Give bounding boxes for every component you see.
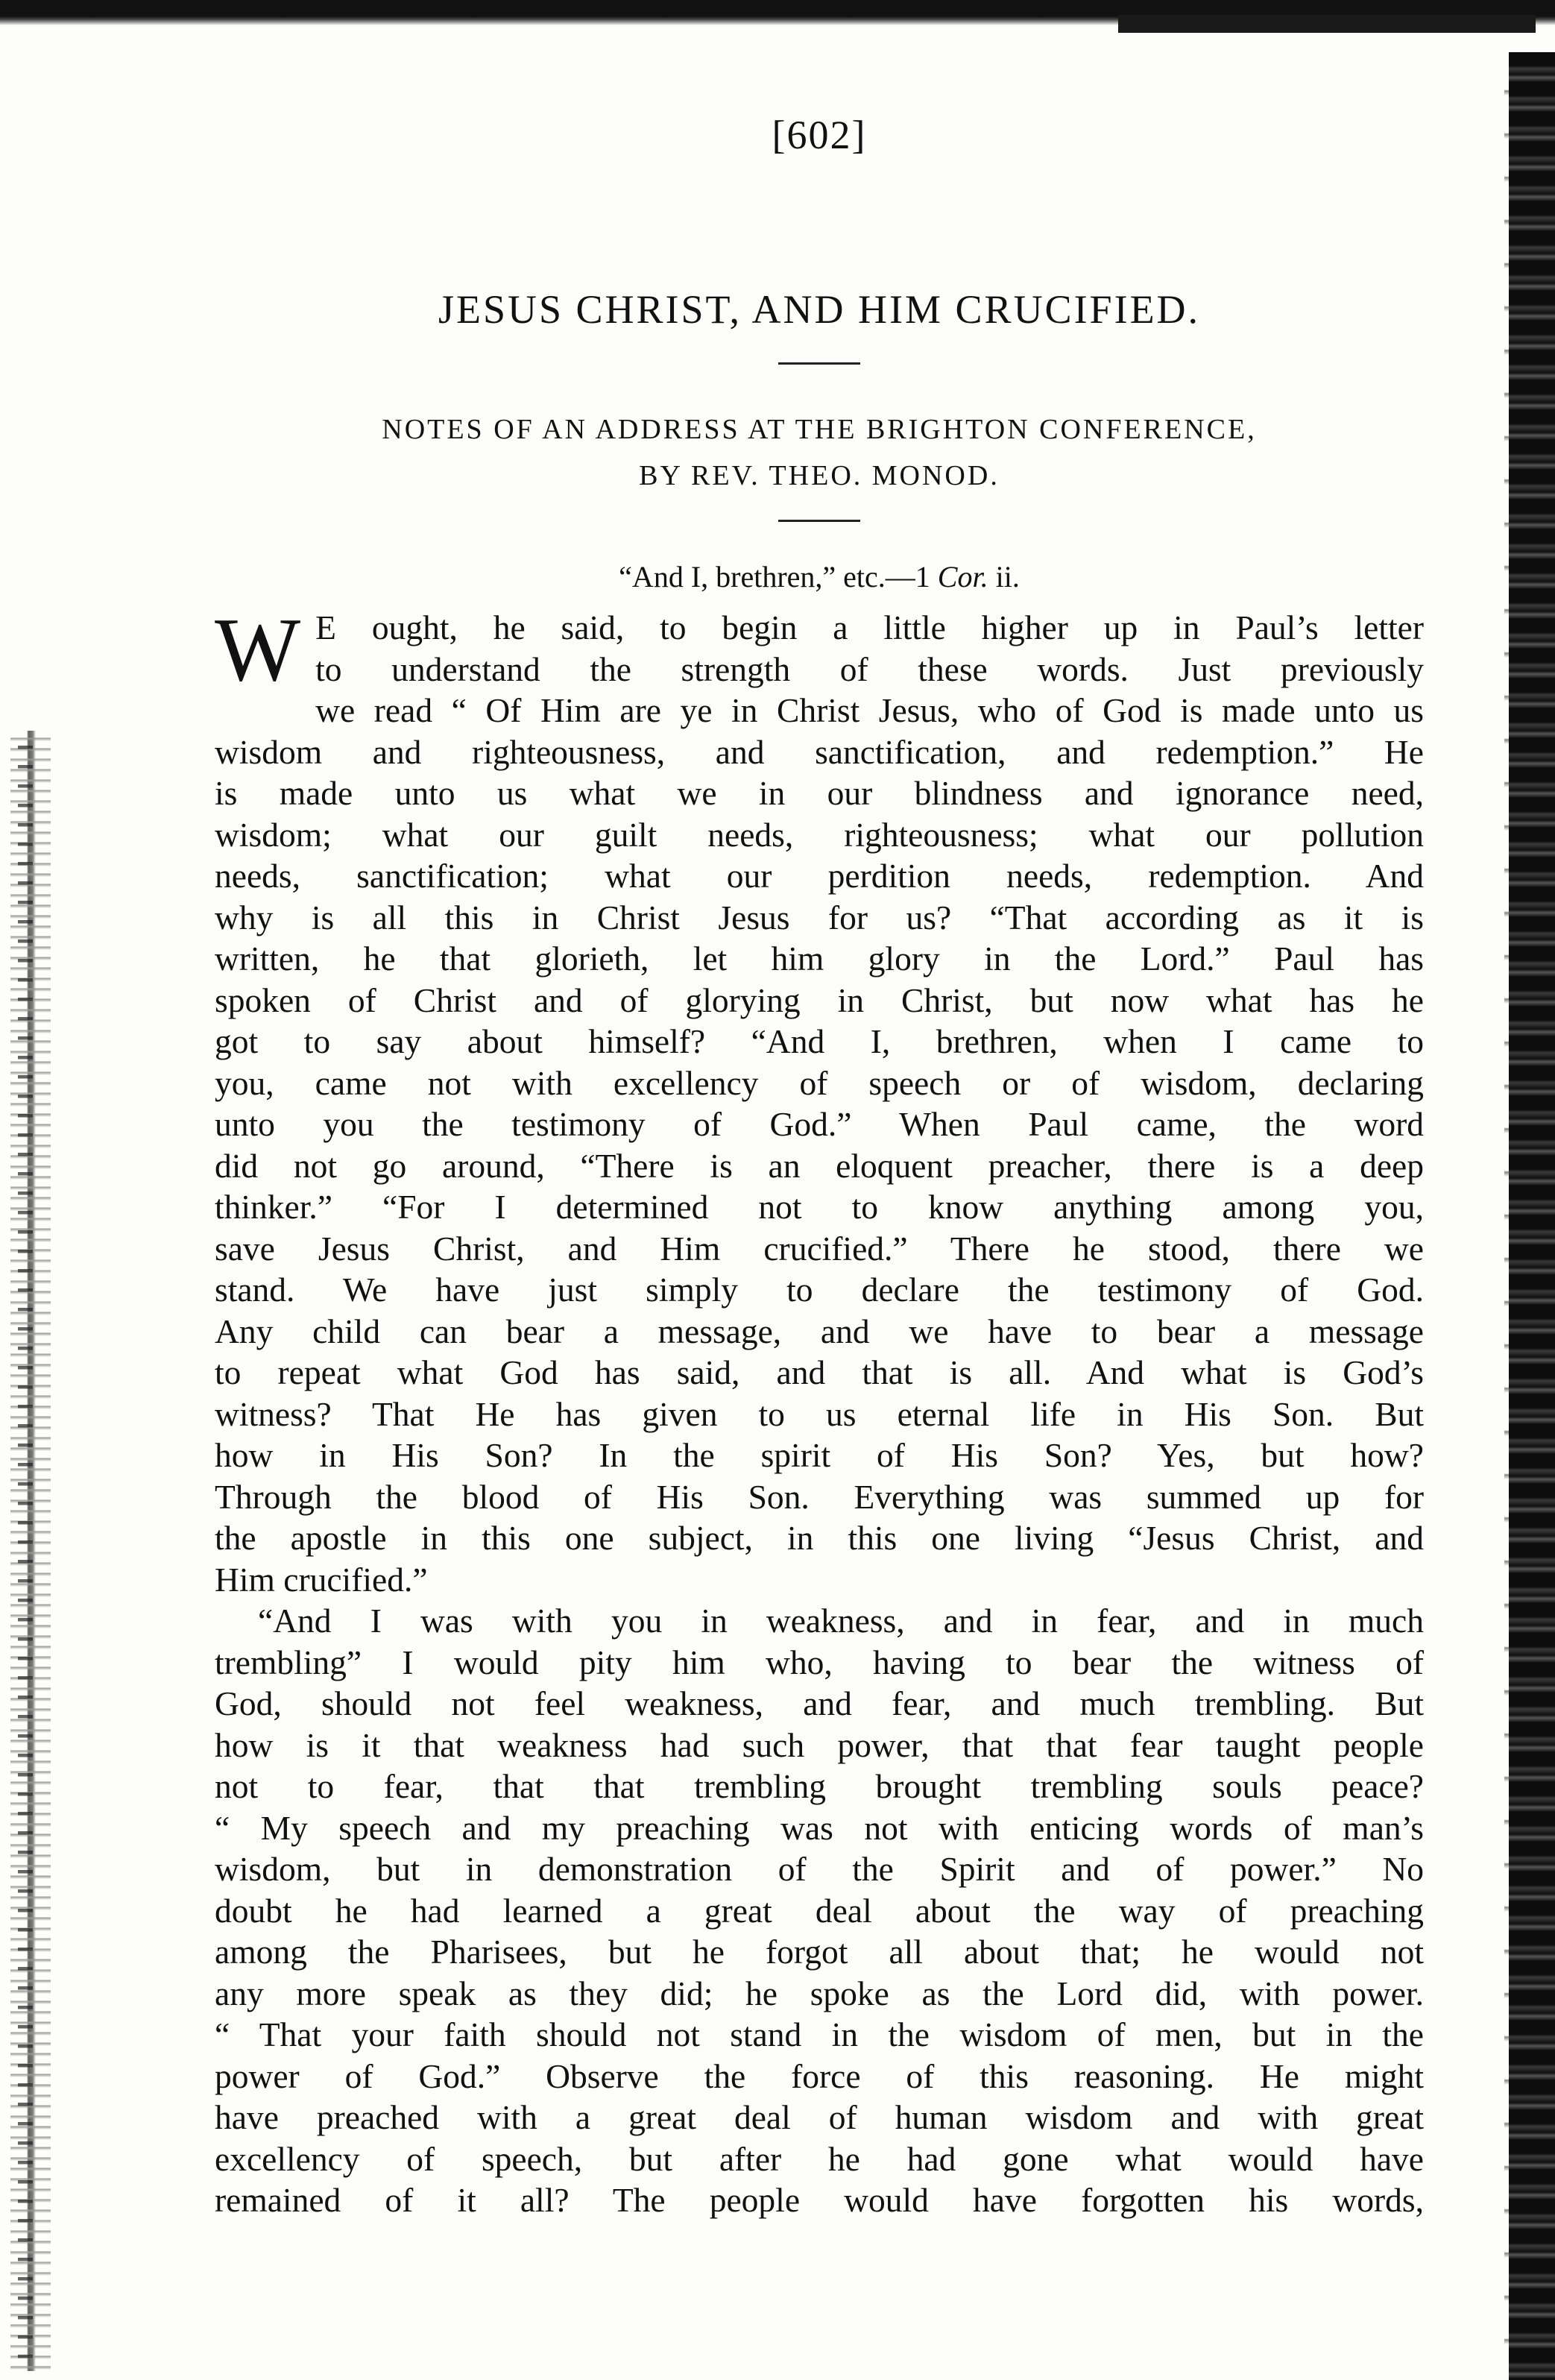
text-line: “And I was with you in weakness, and in fear, and in much (258, 1602, 1424, 1640)
text-line: wisdom and righteousness, and sanctification, and redemption.” He (215, 732, 1424, 771)
drop-cap: W (215, 599, 301, 700)
paragraph-1 (215, 599, 1424, 1600)
text-line: got to say about himself? “And I, brethren, when I came to (215, 1022, 1424, 1060)
page-content (215, 112, 1424, 2221)
epigraph-ref-num: 1 (915, 560, 930, 594)
text-line: God, should not feel weakness, and fear, and much trembling. But (215, 1684, 1424, 1722)
text-line: remained of it all? The people would have forgotten his words, (215, 2181, 1424, 2219)
text-line: trembling” I would pity him who, having to bear the witness of (215, 1643, 1424, 1681)
subtitle-line-2: BY REV. THEO. MONOD. (639, 460, 1000, 491)
text-line: needs, sanctification; what our perdition needs, redemption. And (215, 857, 1424, 895)
text-line: to repeat what God has said, and that is all. And what is God’s (215, 1353, 1424, 1391)
text-line: how is it that weakness had such power, that that fear taught people (215, 1725, 1424, 1764)
paragraph-2-lines (215, 1600, 1424, 2221)
epigraph-ref-book: Cor. (937, 560, 988, 594)
text-line: thinker.” “For I determined not to know anything among you, (215, 1188, 1424, 1226)
text-line: Any child can bear a message, and we have to bear a message (215, 1312, 1424, 1350)
epigraph-text: “And I, brethren,” etc.— (619, 560, 915, 594)
article-subtitle (215, 406, 1424, 499)
text-line: wisdom, but in demonstration of the Spirit and of power.” No (215, 1850, 1424, 1888)
text-line: why is all this in Christ Jesus for us? “That according as it is (215, 898, 1424, 936)
right-binding-edge (1509, 52, 1555, 2380)
text-line: excellency of speech, but after he had gone what would have (215, 2139, 1424, 2178)
epigraph-ref-chapter: ii. (995, 560, 1020, 594)
text-line: “ That your faith should not stand in the wisdom of men, but in the (215, 2015, 1424, 2053)
text-line: how in His Son? In the spirit of His Son? Yes, but how? (215, 1436, 1424, 1474)
text-line: witness? That He has given to us eternal life in His Son. But (215, 1394, 1424, 1433)
subtitle-line-1: NOTES OF AN ADDRESS AT THE BRIGHTON CONFERENCE, (382, 414, 1257, 445)
left-edge-marks (18, 746, 33, 2371)
text-line: Him crucified.” (215, 1560, 428, 1599)
text-line: save Jesus Christ, and Him crucified.” There he stood, there we (215, 1229, 1424, 1268)
text-line: “ My speech and my preaching was not with enticing words of man’s (215, 1808, 1424, 1847)
text-line: wisdom; what our guilt needs, righteousness; what our pollution (215, 815, 1424, 854)
top-scan-border (0, 0, 1555, 25)
text-line: not to fear, that that trembling brought trembling souls peace? (215, 1767, 1424, 1805)
paragraph-1-lines (215, 599, 1424, 1600)
text-line: did not go around, “There is an eloquent preacher, there is a deep (215, 1146, 1424, 1185)
page-number: [602] (772, 113, 867, 157)
text-line: you, came not with excellency of speech or of wisdom, declaring (215, 1063, 1424, 1102)
text-line: written, he that glorieth, let him glory in the Lord.” Paul has (215, 939, 1424, 978)
text-line: Through the blood of His Son. Everything was summed up for (215, 1477, 1424, 1516)
epigraph (215, 556, 1424, 598)
paragraph-2 (215, 1600, 1424, 2221)
text-line: we read “ Of Him are ye in Christ Jesus, who of God is made unto us (315, 691, 1424, 729)
text-line: stand. We have just simply to declare the testimony of God. (215, 1271, 1424, 1309)
text-line: the apostle in this one subject, in this one living “Jesus Christ, and (215, 1519, 1424, 1557)
text-line: spoken of Christ and of glorying in Christ, but now what has he (215, 980, 1424, 1019)
text-line: unto you the testimony of God.” When Paul came, the word (215, 1105, 1424, 1143)
text-line: any more speak as they did; he spoke as the Lord did, with power. (215, 1974, 1424, 2012)
subtitle-divider (778, 520, 860, 522)
text-line: is made unto us what we in our blindness and ignorance need, (215, 774, 1424, 812)
article-title: JESUS CHRIST, AND HIM CRUCIFIED. (438, 287, 1201, 332)
text-line: to understand the strength of these words. Just previously (315, 649, 1424, 688)
text-line: E ought, he said, to begin a little higher up in Paul’s letter (315, 608, 1424, 646)
text-line: doubt he had learned a great deal about the way of preaching (215, 1891, 1424, 1930)
text-line: power of God.” Observe the force of this reasoning. He might (215, 2056, 1424, 2095)
title-divider (778, 362, 860, 365)
text-line: have preached with a great deal of human wisdom and with great (215, 2098, 1424, 2136)
text-line: among the Pharisees, but he forgot all about that; he would not (215, 1933, 1424, 1971)
